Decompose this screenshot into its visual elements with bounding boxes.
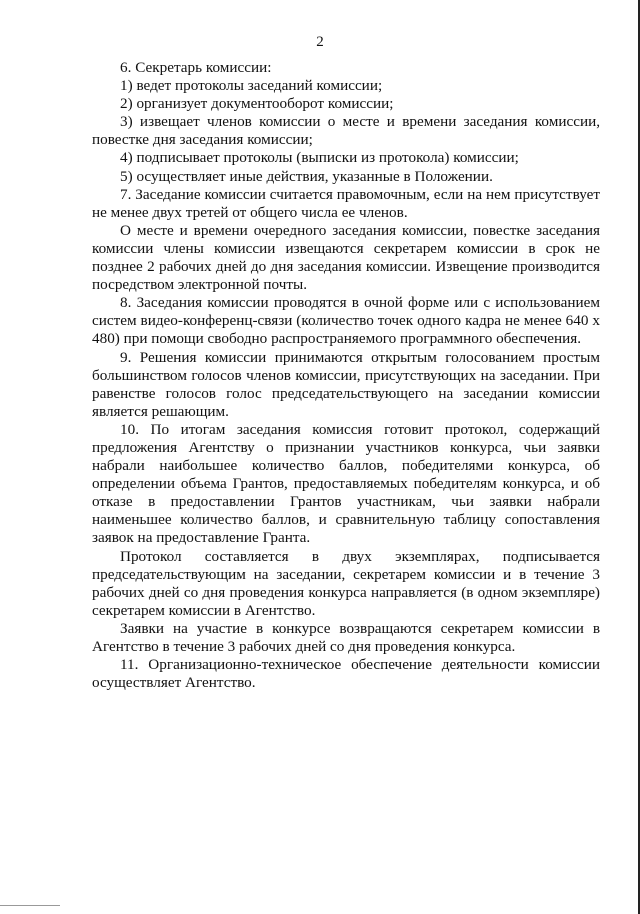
scan-bottom-mark (0, 905, 60, 906)
paragraph-applications-return: Заявки на участие в конкурсе возвращаются секретарем комиссии в Агентство в течение 3 рабочих дней со дня проведения конкурса. (92, 619, 600, 655)
paragraph-technical-support: 11. Организационно-техническое обеспечение деятельности комиссии осуществляет Агентство. (92, 656, 600, 692)
paragraph-secretary-duty-1: 1) ведет протоколы заседаний комиссии; (120, 77, 383, 95)
paragraph-notification: О месте и времени очередного заседания комиссии, повестке заседания комиссии члены комиссии извещаются секретарем комиссии в срок не позднее 2 рабочих дней до дня заседания комиссии. Извещение производится посредством электронной почты. (92, 221, 600, 294)
page-number: 2 (316, 34, 324, 50)
paragraph-secretary-duty-3: 3) извещает членов комиссии о месте и времени заседания комиссии, повестке дня заседания комиссии; (92, 113, 600, 149)
paragraph-meeting-format: 8. Заседания комиссии проводятся в очной форме или с использованием систем видео-конференц-связи (количество точек одного кадра не менее 640 x 480) при помощи свободно распространяемого программного обеспечения. (92, 294, 600, 348)
paragraph-secretary-duty-2: 2) организует документооборот комиссии; (120, 95, 394, 113)
paragraph-secretary-duty-5: 5) осуществляет иные действия, указанные в Положении. (120, 167, 493, 185)
paragraph-protocol-copies: Протокол составляется в двух экземплярах, подписывается председательствующим на заседании, секретарем комиссии и в течение 3 рабочих дней со дня проведения конкурса направляется (в одном экземпляре) секретарем комиссии в Агентство. (92, 547, 600, 619)
document-body (92, 59, 600, 692)
paragraph-secretary-duty-4: 4) подписывает протоколы (выписки из протокола) комиссии; (120, 149, 519, 167)
paragraph-quorum: 7. Заседание комиссии считается правомочным, если на нем присутствует не менее двух третей от общего числа ее членов. (92, 185, 600, 221)
paragraph-decisions: 9. Решения комиссии принимаются открытым голосованием простым большинством голосов членов комиссии, присутствующих на заседании. При равенстве голосов голос председательствующего на заседании комиссии является решающим. (92, 348, 600, 420)
paragraph-protocol: 10. По итогам заседания комиссия готовит протокол, содержащий предложения Агентству о признании участников конкурса, чьи заявки набрали наибольшее количество баллов, победителями конкурса, об определении объема Грантов, предоставляемых победителям конкурса, и об отказе в предоставлении Грантов участникам, чьи заявки набрали наименьшее количество баллов, и сравнительную таблицу сопоставления заявок на предоставление Гранта. (92, 420, 600, 547)
paragraph-secretary-heading: 6. Секретарь комиссии: (120, 59, 272, 76)
